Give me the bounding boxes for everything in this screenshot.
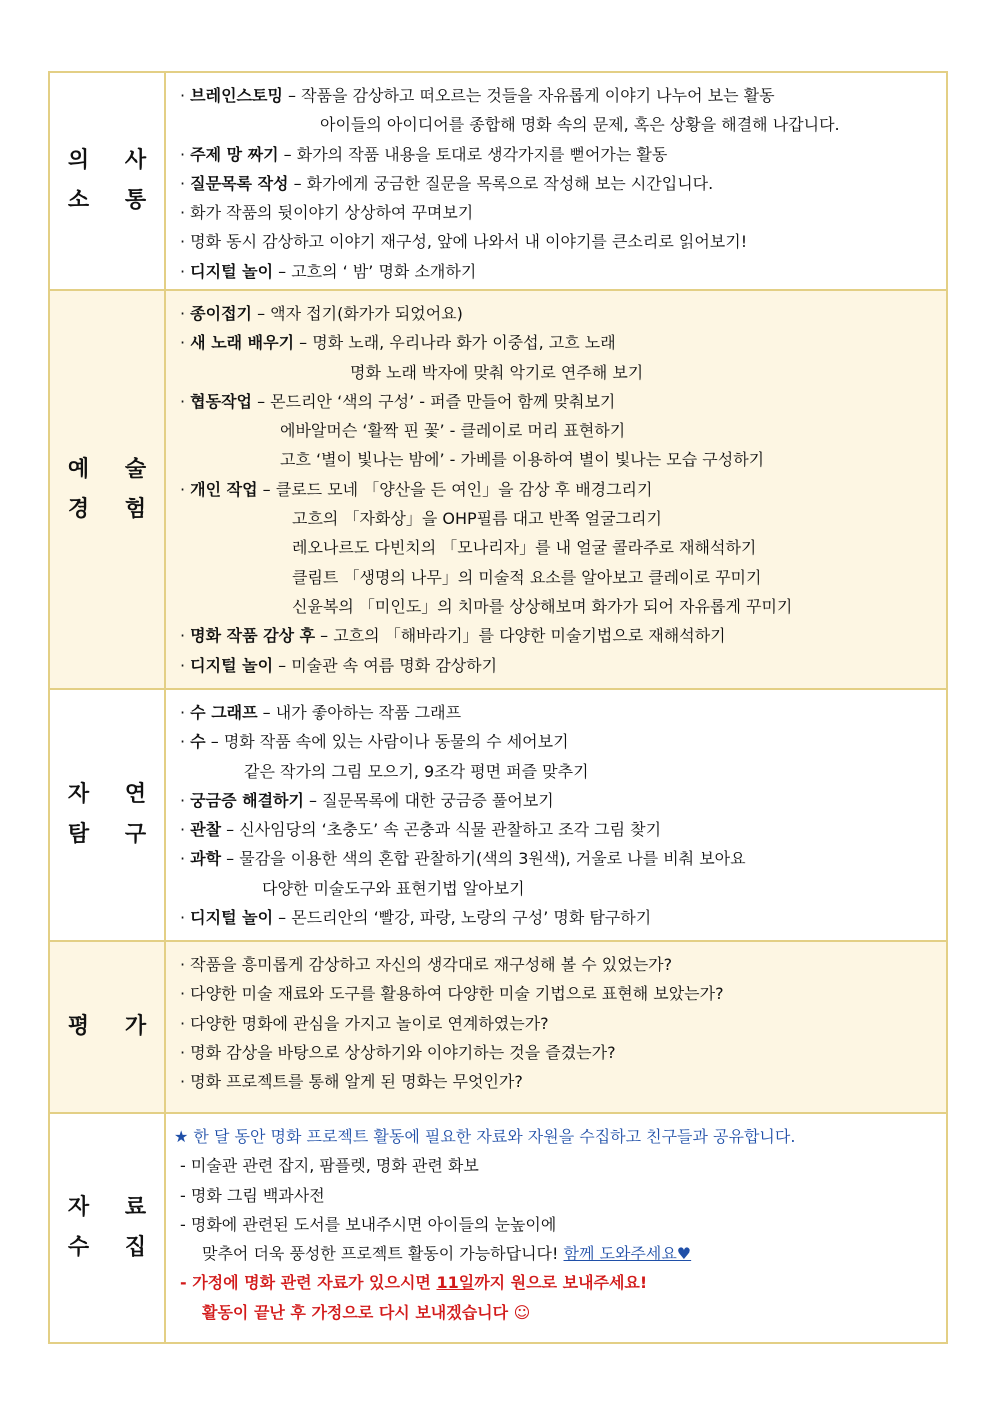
list-item: · 디지털 놀이 – 몬드리안의 ‘빨강, 파랑, 노랑의 구성’ 명화 탐구하기 (180, 908, 652, 928)
list-item: · 질문목록 작성 – 화가에게 궁금한 질문을 목록으로 작성해 보는 시간입니다. (180, 173, 714, 193)
section-label (50, 942, 166, 1112)
label-line: 자 연 (67, 782, 161, 807)
list-item: 레오나르도 다빈치의 「모나리자」를 내 얼굴 콜라주로 재해석하기 (292, 538, 757, 558)
list-item: · 디지털 놀이 – 미술관 속 여름 명화 감상하기 (180, 655, 498, 675)
list-item: 에바알머슨 ‘활짝 핀 꽃’ - 클레이로 머리 표현하기 (280, 421, 626, 441)
label-line: 수 집 (67, 1235, 161, 1260)
section-content (166, 942, 946, 1112)
label-line: 경 험 (67, 496, 161, 522)
list-item: · 명화 작품 감상 후 – 고흐의 「해바라기」를 다양한 미술기법으로 재해석하기 (180, 626, 726, 646)
list-item: · 디지털 놀이 – 고흐의 ‘ 밤’ 명화 소개하기 (180, 261, 477, 281)
list-item: · 다양한 미술 재료와 도구를 활용하여 다양한 미술 기법으로 표현해 보았는가? (180, 984, 724, 1004)
list-item: · 명화 프로젝트를 통해 알게 된 명화는 무엇인가? (180, 1072, 523, 1092)
notice-headline: ★ 한 달 동안 명화 프로젝트 활동에 필요한 자료와 자원을 수집하고 친구들과 공유합니다. (174, 1127, 796, 1146)
list-item: - 명화에 관련된 도서를 보내주시면 아이들의 눈높이에 (180, 1214, 557, 1234)
section-nature-inquiry (50, 690, 946, 942)
section-label (50, 690, 166, 940)
label-line: 예 술 (67, 456, 161, 482)
label-line: 탐 구 (67, 822, 161, 847)
section-evaluation (50, 942, 946, 1114)
section-label (50, 73, 166, 289)
list-item: · 관찰 – 신사임당의 ‘초충도’ 속 곤충과 식물 관찰하고 조각 그림 찾기 (180, 820, 662, 840)
list-item: · 명화 동시 감상하고 이야기 재구성, 앞에 나와서 내 이야기를 큰소리로 읽어보기! (180, 232, 748, 252)
list-item: · 종이접기 – 액자 접기(화가가 되었어요) (180, 304, 463, 323)
label-line: 소 통 (67, 188, 161, 213)
list-item: · 명화 감상을 바탕으로 상상하기와 이야기하는 것을 즐겼는가? (180, 1042, 616, 1062)
list-item: · 다양한 명화에 관심을 가지고 놀이로 연계하였는가? (180, 1013, 549, 1033)
plan-table (48, 71, 948, 1344)
section-content (166, 1114, 946, 1342)
list-item: · 과학 – 물감을 이용한 색의 혼합 관찰하기(색의 3원색), 거울로 나를 비춰 보아요 (180, 849, 746, 869)
list-item: · 새 노래 배우기 – 명화 노래, 우리나라 화가 이중섭, 고흐 노래 (180, 333, 616, 353)
list-item: 맞추어 더욱 풍성한 프로젝트 활동이 가능하답니다! 함께 도와주세요♥ (202, 1244, 692, 1264)
section-content (166, 690, 946, 940)
list-item: 신윤복의 「미인도」의 치마를 상상해보며 화가가 되어 자유롭게 꾸미기 (292, 596, 793, 616)
section-content (166, 73, 946, 289)
help-link[interactable]: 함께 도와주세요♥ (563, 1244, 692, 1264)
list-item: · 작품을 흥미롭게 감상하고 자신의 생각대로 재구성해 볼 수 있었는가? (180, 955, 673, 974)
list-item: · 궁금증 해결하기 – 질문목록에 대한 궁금증 풀어보기 (180, 790, 554, 810)
section-communication (50, 73, 946, 291)
list-item: · 화가 작품의 뒷이야기 상상하여 꾸며보기 (180, 203, 474, 223)
section-resource-collection (50, 1114, 946, 1342)
list-item: 같은 작가의 그림 모으기, 9조각 평면 퍼즐 맞추기 (244, 761, 589, 781)
list-item: · 수 – 명화 작품 속에 있는 사람이나 동물의 수 세어보기 (180, 732, 569, 752)
section-content (166, 291, 946, 688)
list-item: 클림트 「생명의 나무」의 미술적 요소를 알아보고 클레이로 꾸미기 (292, 567, 762, 587)
list-item: 고흐 ‘별이 빛나는 밤에’ - 가베를 이용하여 별이 빛나는 모습 구성하기 (280, 450, 765, 470)
list-item: · 수 그래프 – 내가 좋아하는 작품 그래프 (180, 703, 462, 722)
label-line: 의 사 (67, 148, 161, 173)
label-line: 평 가 (67, 1014, 161, 1039)
list-item: · 주제 망 짜기 – 화가의 작품 내용을 토대로 생각가지를 뻗어가는 활동 (180, 144, 668, 164)
label-line: 자 료 (67, 1195, 161, 1220)
list-item: · 개인 작업 – 클로드 모네 「양산을 든 여인」을 감상 후 배경그리기 (180, 479, 653, 499)
list-item: 다양한 미술도구와 표현기법 알아보기 (262, 878, 525, 898)
section-label (50, 1114, 166, 1342)
list-item: · 브레인스토밍 – 작품을 감상하고 떠오르는 것들을 자유롭게 이야기 나누어 보는 활동 (180, 86, 775, 105)
list-item: - 명화 그림 백과사전 (180, 1185, 325, 1205)
list-item: 고흐의 「자화상」을 OHP필름 대고 반쪽 얼굴그리기 (292, 509, 662, 529)
list-item: · 협동작업 – 몬드리안 ‘색의 구성’ - 퍼즐 만들어 함께 맞춰보기 (180, 391, 616, 411)
return-notice: 활동이 끝난 후 가정으로 다시 보내겠습니다 ☺ (202, 1302, 531, 1322)
section-label (50, 291, 166, 688)
list-item: 아이들의 아이디어를 종합해 명화 속의 문제, 혹은 상황을 해결해 나갑니다. (320, 115, 840, 135)
list-item: 명화 노래 박자에 맞춰 악기로 연주해 보기 (350, 362, 644, 382)
section-art-experience (50, 291, 946, 690)
list-item: - 미술관 관련 잡지, 팜플렛, 명화 관련 화보 (180, 1156, 479, 1176)
request-notice: - 가정에 명화 관련 자료가 있으시면 11일까지 원으로 보내주세요! (180, 1273, 648, 1293)
